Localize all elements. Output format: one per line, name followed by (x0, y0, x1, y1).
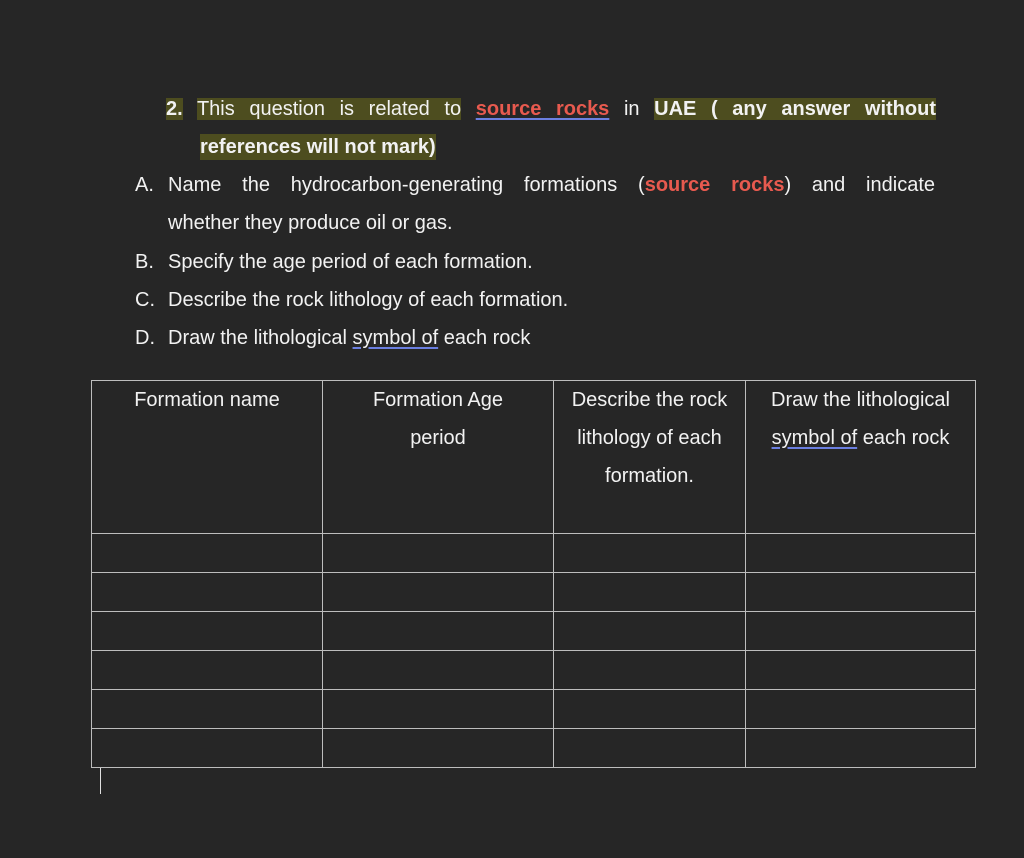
item-c-label: C. (135, 289, 155, 311)
question-in: in (623, 98, 640, 120)
item-a-text2: ) and indicate (784, 174, 935, 196)
item-c-text: Describe the rock lithology of each formation. (168, 289, 569, 311)
table-row (92, 690, 976, 729)
header-formation-name-text: Formation name (134, 389, 280, 411)
question-line-2: references will not mark) (200, 136, 436, 158)
item-d-label: D. (135, 327, 155, 349)
table-cell[interactable] (323, 573, 554, 612)
header-formation-name[interactable] (92, 381, 323, 534)
table-cell[interactable] (92, 612, 323, 651)
header-describe-line3: formation. (605, 465, 694, 487)
table-cell[interactable] (746, 573, 976, 612)
question-number: 2. (166, 98, 183, 120)
table-cell[interactable] (323, 534, 554, 573)
table-row (92, 729, 976, 768)
table-cell[interactable] (92, 573, 323, 612)
table-header-row (92, 381, 976, 534)
header-formation-age[interactable] (323, 381, 554, 534)
item-b (135, 249, 533, 275)
table-cell[interactable] (746, 534, 976, 573)
question-line-1 (166, 96, 936, 122)
text-cursor (100, 768, 101, 794)
item-a (135, 172, 935, 198)
item-d (135, 325, 530, 351)
item-b-label: B. (135, 251, 154, 273)
table-row (92, 534, 976, 573)
header-describe-line1: Describe the rock (571, 389, 728, 411)
item-a-label: A. (135, 174, 154, 196)
header-formation-age-line1: Formation Age (372, 389, 504, 411)
table-cell[interactable] (554, 573, 746, 612)
table-cell[interactable] (554, 729, 746, 768)
table-cell[interactable] (323, 690, 554, 729)
header-describe-lithology[interactable] (554, 381, 746, 534)
source-rocks-highlight: source rocks (475, 98, 610, 120)
table-cell[interactable] (323, 651, 554, 690)
table-cell[interactable] (554, 612, 746, 651)
table-row (92, 573, 976, 612)
table-cell[interactable] (92, 651, 323, 690)
item-a-line-2: whether they produce oil or gas. (168, 212, 453, 234)
table-cell[interactable] (746, 651, 976, 690)
table-cell[interactable] (746, 690, 976, 729)
table-cell[interactable] (323, 729, 554, 768)
item-a-source-rocks: source rocks (644, 174, 785, 196)
item-c (135, 287, 568, 313)
formation-table (91, 380, 976, 768)
header-formation-age-line2: period (410, 427, 466, 449)
table-cell[interactable] (554, 651, 746, 690)
question-intro: This question is related to (196, 98, 462, 120)
table-row (92, 612, 976, 651)
header-draw-each-rock: each rock (862, 427, 950, 449)
table-cell[interactable] (554, 690, 746, 729)
header-draw-symbol-of: symbol of (771, 427, 858, 449)
table-cell[interactable] (554, 534, 746, 573)
header-draw-symbol[interactable] (746, 381, 976, 534)
table-cell[interactable] (92, 534, 323, 573)
item-a-text1: Name the hydrocarbon-generating formations ( (168, 174, 645, 196)
item-b-text: Specify the age period of each formation. (168, 251, 533, 273)
item-d-text2: each rock (443, 327, 531, 349)
table-cell[interactable] (323, 612, 554, 651)
header-draw-line2 (746, 419, 975, 457)
table-cell[interactable] (746, 729, 976, 768)
header-describe-line2: lithology of each (577, 427, 722, 449)
item-d-text1: Draw the lithological (168, 327, 347, 349)
item-d-symbol-of: symbol of (352, 327, 439, 349)
header-draw-line1: Draw the lithological (771, 389, 950, 411)
table-cell[interactable] (746, 612, 976, 651)
question-uae: UAE ( any answer without (654, 98, 936, 120)
table-cell[interactable] (92, 729, 323, 768)
table-cell[interactable] (92, 690, 323, 729)
table-row (92, 651, 976, 690)
